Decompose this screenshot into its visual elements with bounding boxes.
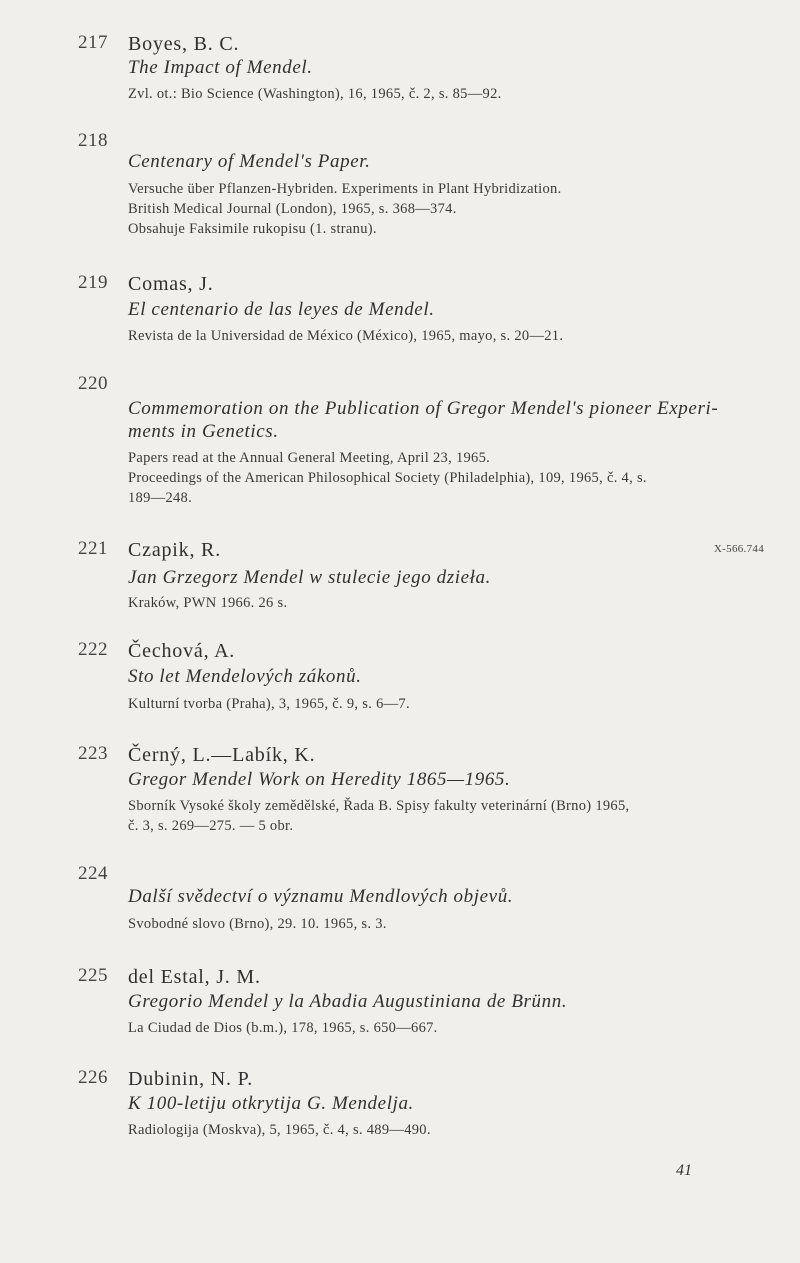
entry-title: Gregorio Mendel y la Abadia Augustiniana de Brünn. [128, 991, 568, 1012]
entry-author: Boyes, B. C. [128, 33, 240, 55]
entry-details-line: 189—248. [128, 490, 193, 506]
entry-details: Radiologija (Moskva), 5, 1965, č. 4, s. 489—490. [128, 1122, 431, 1138]
entry-number: 219 [78, 272, 108, 293]
entry-details-line: Proceedings of the American Philosophical Society (Philadelphia), 109, 1965, č. 4, s. [128, 470, 647, 486]
entry-number: 222 [78, 639, 108, 660]
entry-title: Další svědectví o významu Mendlových objevů. [128, 886, 514, 907]
entry-details-line: British Medical Journal (London), 1965, s. 368—374. [128, 201, 457, 217]
entry-author: Čechová, A. [128, 640, 236, 662]
entry-author: Comas, J. [128, 273, 214, 295]
entry-author: Czapik, R. [128, 539, 221, 561]
entry-number: 221 [78, 538, 108, 559]
entry-title: Centenary of Mendel's Paper. [128, 151, 371, 172]
entry-details-line: Sborník Vysoké školy zemědělské, Řada B. Spisy fakulty veterinární (Brno) 1965, [128, 798, 630, 814]
entry-number: 218 [78, 130, 108, 151]
entry-title: Jan Grzegorz Mendel w stulecie jego dzieła. [128, 567, 491, 588]
entry-details: La Ciudad de Dios (b.m.), 178, 1965, s. 650—667. [128, 1020, 438, 1036]
entry-details: Kraków, PWN 1966. 26 s. [128, 595, 288, 611]
page-number: 41 [676, 1162, 692, 1179]
entry-number: 226 [78, 1067, 108, 1088]
entry-title: Sto let Mendelových zákonů. [128, 666, 362, 687]
entry-details-line: Papers read at the Annual General Meeting, April 23, 1965. [128, 450, 491, 466]
entry-details: Kulturní tvorba (Praha), 3, 1965, č. 9, s. 6—7. [128, 696, 410, 712]
entry-author: Černý, L.—Labík, K. [128, 744, 316, 766]
entry-number: 217 [78, 32, 108, 53]
entry-number: 224 [78, 863, 108, 884]
entry-author: Dubinin, N. P. [128, 1068, 254, 1090]
entry-title: The Impact of Mendel. [128, 57, 313, 78]
entry-details-line: č. 3, s. 269—275. — 5 obr. [128, 818, 294, 834]
entry-title: Gregor Mendel Work on Heredity 1865—1965. [128, 769, 511, 790]
entry-author: del Estal, J. M. [128, 966, 261, 988]
entry-details-line: Versuche über Pflanzen-Hybriden. Experiments in Plant Hybridization. [128, 181, 562, 197]
entry-number: 225 [78, 965, 108, 986]
entry-title-continued: ments in Genetics. [128, 421, 279, 442]
entry-details-line: Obsahuje Faksimile rukopisu (1. stranu). [128, 221, 377, 237]
entry-details: Svobodné slovo (Brno), 29. 10. 1965, s. 3. [128, 916, 387, 932]
call-number: X-566.744 [713, 543, 764, 555]
entry-details: Revista de la Universidad de México (México), 1965, mayo, s. 20—21. [128, 328, 564, 344]
entry-details: Zvl. ot.: Bio Science (Washington), 16, 1965, č. 2, s. 85—92. [128, 86, 502, 102]
entry-title: Commemoration on the Publication of Gregor Mendel's pioneer Experi- [128, 398, 719, 419]
entry-number: 220 [78, 373, 108, 394]
entry-title: El centenario de las leyes de Mendel. [128, 299, 435, 320]
entry-title: K 100-letiju otkrytija G. Mendelja. [128, 1093, 414, 1114]
entry-number: 223 [78, 743, 108, 764]
